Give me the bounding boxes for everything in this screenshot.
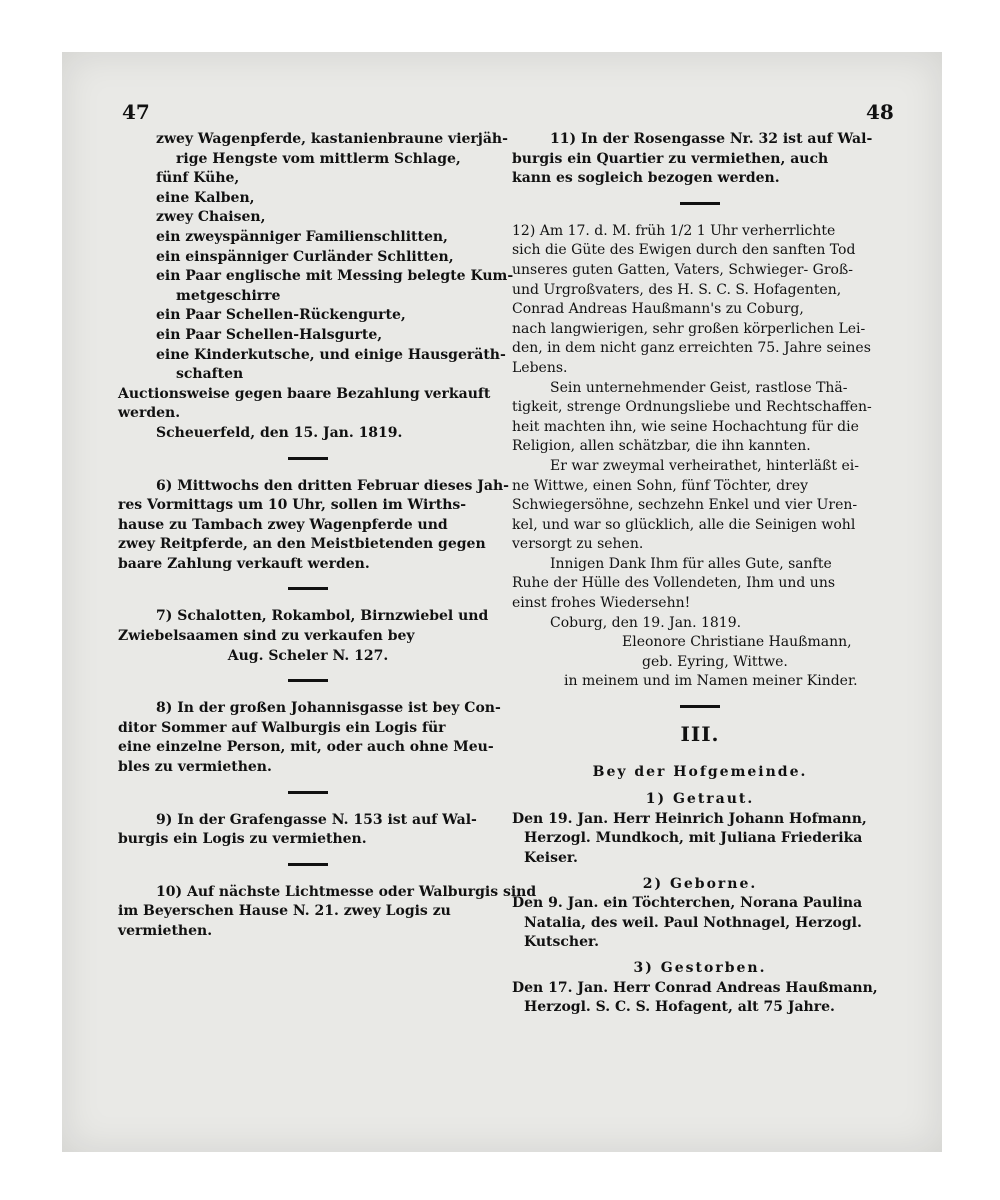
auction-signature: Scheuerfeld, den 15. Jan. 1819. — [156, 424, 403, 441]
notice-signature: Eleonore Christiane Haußmann, — [622, 634, 852, 651]
notice-signature: geb. Eyring, Wittwe. — [642, 653, 788, 670]
notice-line: Er war zweymal verheirathet, hinterläßt ei- — [550, 457, 859, 474]
notice-6 — [118, 477, 509, 575]
list-item: ein einspänniger Curländer Schlitten, — [156, 248, 454, 265]
entry-line: Herzogl. S. C. S. Hofagent, alt 75 Jahre. — [524, 999, 835, 1016]
notice-9 — [118, 811, 498, 850]
list-item: ein Paar englische mit Messing belegte Kum- — [156, 268, 514, 285]
notice-line: unseres guten Gatten, Vaters, Schwieger- Groß- — [512, 261, 854, 278]
list-item: zwey Wagenpferde, kastanienbraune vierjäh- — [156, 131, 508, 147]
notice-line: sich die Güte des Ewigen durch den sanften Tod — [512, 242, 856, 259]
notice-line: Schwiegersöhne, sechzehn Enkel und vier Uren- — [512, 497, 858, 514]
subsection-title: 2) Geborne. — [642, 875, 758, 892]
notice-line: den, in dem nicht ganz erreichten 75. Jahre seines — [512, 340, 871, 357]
notice-line: baare Zahlung verkauft werden. — [118, 555, 370, 572]
notice-line: und Urgroßvaters, des H. S. C. S. Hofagenten, — [512, 281, 842, 298]
entry-line: Den 9. Jan. ein Töchterchen, Norana Paulina — [512, 895, 863, 912]
notice-line: einst frohes Wiedersehn! — [512, 595, 691, 612]
notice-line: heit machten ihn, wie seine Hochachtung für die — [512, 418, 859, 435]
section-title: Bey der Hofgemeinde. — [592, 763, 808, 780]
separator-rule — [288, 679, 328, 682]
notice-line: Innigen Dank Ihm für alles Gute, sanfte — [550, 555, 832, 572]
notice-line: 9) In der Grafengasse N. 153 ist auf Wal- — [156, 811, 477, 828]
subsection-title: 3) Gestorben. — [633, 959, 767, 976]
notice-line: Zwiebelsaamen sind zu verkaufen bey — [118, 628, 415, 645]
subsection-title: 1) Getraut. — [645, 791, 755, 808]
notice-line: eine einzelne Person, mit, oder auch ohne Meu- — [118, 739, 494, 756]
notice-line: versorgt zu sehen. — [512, 536, 644, 553]
notice-line: ne Wittwe, einen Sohn, fünf Töchter, drey — [512, 477, 809, 494]
notice-line: Sein unternehmender Geist, rastlose Thä- — [550, 379, 848, 396]
separator-rule — [680, 705, 720, 708]
separator-rule — [288, 587, 328, 590]
notice-signature: Aug. Scheler N. 127. — [227, 647, 389, 664]
notice-line: Ruhe der Hülle des Vollendeten, Ihm und uns — [512, 575, 836, 592]
list-item: rige Hengste vom mittlerm Schlage, — [176, 150, 461, 167]
notice-line: 7) Schalotten, Rokambol, Birnzwiebel und — [156, 608, 489, 625]
list-item: schaften — [176, 366, 244, 383]
list-item: zwey Chaisen, — [156, 209, 266, 226]
page-number-right: 48 — [866, 100, 894, 124]
separator-rule — [288, 791, 328, 794]
list-item: eine Kalben, — [156, 189, 255, 206]
entry-line: Keiser. — [524, 850, 578, 866]
notice-line: burgis ein Quartier zu vermiethen, auch — [512, 150, 829, 167]
list-item: metgeschirre — [176, 287, 281, 304]
entry-line: Kutscher. — [524, 934, 599, 951]
notice-line: 8) In der großen Johannisgasse ist bey Con- — [156, 700, 501, 717]
notice-line: kann es sogleich bezogen werden. — [512, 170, 780, 187]
notice-7 — [118, 607, 498, 666]
notice-11 — [512, 130, 888, 189]
entry-line: Den 17. Jan. Herr Conrad Andreas Haußmann, — [512, 979, 878, 996]
page-number-left: 47 — [122, 100, 150, 124]
entry-line: Den 19. Jan. Herr Heinrich Johann Hofmann, — [512, 810, 867, 827]
notice-line: Religion, allen schätzbar, die ihn kannten. — [512, 438, 811, 455]
separator-rule — [288, 863, 328, 866]
notice-place-date: Coburg, den 19. Jan. 1819. — [550, 614, 742, 631]
notice-signature: in meinem und im Namen meiner Kinder. — [564, 673, 858, 690]
notice-line: 10) Auf nächste Lichtmesse oder Walburgis sind — [156, 883, 537, 900]
notice-line: res Vormittags um 10 Uhr, sollen im Wirths- — [118, 497, 467, 514]
notice-line: hause zu Tambach zwey Wagenpferde und — [118, 516, 448, 533]
list-item: ein Paar Schellen-Halsgurte, — [156, 326, 383, 343]
separator-rule — [288, 457, 328, 460]
auction-list — [118, 130, 514, 385]
left-column — [118, 130, 537, 942]
notice-line: ditor Sommer auf Walburgis ein Logis für — [118, 719, 446, 736]
list-item: eine Kinderkutsche, und einige Hausgeräth- — [156, 346, 506, 363]
notice-line: bles zu vermiethen. — [118, 759, 272, 776]
notice-line: im Beyerschen Hause N. 21. zwey Logis zu — [118, 903, 451, 920]
entry-line: Natalia, des weil. Paul Nothnagel, Herzogl. — [524, 914, 862, 931]
auction-text: Auctionsweise gegen baare Bezahlung verkauft — [118, 385, 491, 402]
notice-line: nach langwierigen, sehr großen körperlichen Lei- — [512, 320, 866, 337]
notice-line: zwey Reitpferde, an den Meistbietenden gegen — [118, 536, 486, 553]
notice-line: Lebens. — [512, 359, 568, 376]
right-column — [512, 130, 888, 1018]
notice-8 — [118, 699, 501, 777]
notice-line: 12) Am 17. d. M. früh 1/2 1 Uhr verherrlichte — [512, 222, 836, 239]
notice-line: burgis ein Logis zu vermiethen. — [118, 831, 367, 848]
notice-12 — [512, 222, 888, 692]
notice-line: Conrad Andreas Haußmann's zu Coburg, — [512, 301, 804, 318]
list-item: fünf Kühe, — [156, 170, 240, 187]
auction-text: werden. — [118, 405, 181, 422]
notice-line: vermiethen. — [118, 923, 213, 939]
entry-line: Herzogl. Mundkoch, mit Juliana Friederika — [524, 830, 863, 847]
section-number: III. — [680, 722, 720, 747]
notice-line: 6) Mittwochs den dritten Februar dieses Jah- — [156, 477, 509, 494]
list-item: ein Paar Schellen-Rückengurte, — [156, 307, 406, 324]
notice-10 — [118, 883, 537, 942]
list-item: ein zweyspänniger Familienschlitten, — [156, 228, 448, 245]
notice-line: kel, und war so glücklich, alle die Seinigen wohl — [512, 516, 856, 533]
notice-line: 11) In der Rosengasse Nr. 32 ist auf Wal- — [550, 131, 873, 147]
notice-line: tigkeit, strenge Ordnungsliebe und Rechtschaffen- — [512, 399, 872, 416]
separator-rule — [680, 202, 720, 205]
